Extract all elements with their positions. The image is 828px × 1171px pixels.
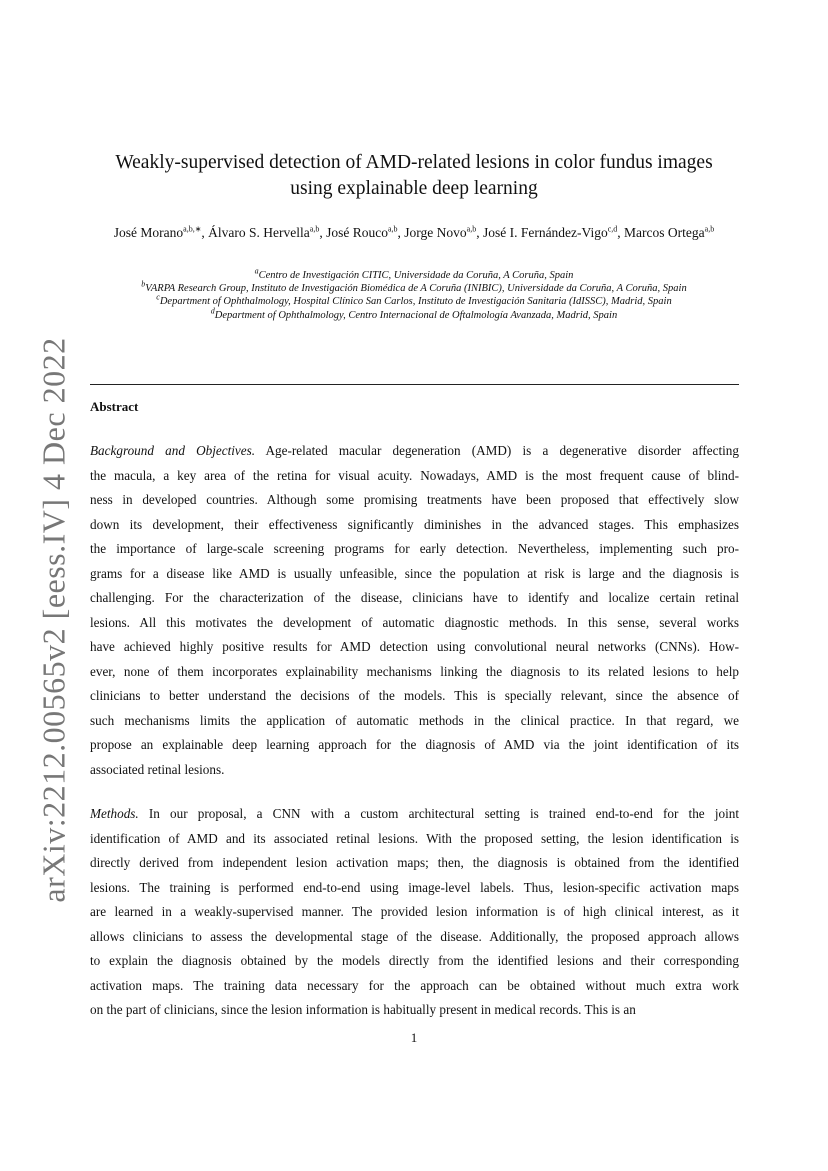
abstract-background-paragraph <box>90 439 739 782</box>
author-name: José I. Fernández-Vigo <box>482 225 608 240</box>
affiliation-text: Department of Ophthalmology, Hospital Clínico San Carlos, Instituto de Investigación Sanitaria (IdISSC), Madrid, Spain <box>159 296 672 308</box>
author-affiliation-mark: a,b <box>466 224 477 234</box>
abstract-line: Background and Objectives. Age-related macular degeneration (AMD) is a degenerative disorder affecting <box>90 443 739 458</box>
section-label: Methods. <box>90 806 139 821</box>
abstract-line: on the part of clinicians, since the lesion information is habitually present in medical records. This is an <box>90 1002 636 1017</box>
abstract-line: directly derived from independent lesion activation maps; then, the diagnosis is obtained from the identified <box>90 855 739 870</box>
author-affiliation-mark: a,b,∗ <box>183 224 202 234</box>
abstract-line: grams for a disease like AMD is usually unfeasible, since the population at risk is large and the diagnosis is <box>90 565 739 581</box>
affiliation-list <box>90 266 738 322</box>
title-line-1: Weakly-supervised detection of AMD-related lesions in color fundus images <box>115 152 713 173</box>
section-label: Background and Objectives. <box>90 443 256 458</box>
abstract-top-rule <box>90 384 739 385</box>
affiliation-mark: a <box>254 266 259 276</box>
abstract-line: the importance of large-scale screening programs for early detection. Nevertheless, implementing such pro- <box>90 541 739 556</box>
abstract-line: the macula, a key area of the retina for visual acuity. Nowadays, AMD is the most frequent cause of blind- <box>90 467 739 483</box>
title-line-2: using explainable deep learning <box>290 178 538 199</box>
affiliation-mark: c <box>156 292 160 302</box>
author-affiliation-mark: c,d <box>607 224 618 234</box>
abstract-line: lesions. The training is performed end-to-end using image-level labels. Thus, lesion-specific activation maps <box>90 879 739 895</box>
abstract-line: to explain the diagnosis obtained by the models directly from the identified lesions and their corresponding <box>90 953 739 968</box>
page-number: 1 <box>410 1030 418 1045</box>
author-affiliation-mark: a,b <box>704 224 715 234</box>
affiliation-mark: b <box>141 279 146 289</box>
affiliation-line <box>90 306 738 322</box>
arxiv-sidebar-stamp: arXiv:2212.00565v2 [eess.IV] 4 Dec 2022 <box>35 337 72 903</box>
abstract-line: ever, none of them incorporates explainability mechanisms linking the diagnosis to its related lesions to help <box>90 663 739 679</box>
abstract-line: activation maps. The training data necessary for the approach can be obtained without much extra work <box>90 977 739 993</box>
abstract-line: such mechanisms limits the application of automatic methods in the clinical practice. In that regard, we <box>90 712 739 728</box>
author-name: José Rouco <box>326 225 388 240</box>
author-name: José Morano <box>113 225 184 240</box>
author-affiliation-mark: a,b <box>387 224 398 234</box>
abstract-line: associated retinal lesions. <box>90 761 225 777</box>
abstract-line: down its development, their effectiveness significantly diminishes in the advanced stages. This emphasizes <box>90 516 739 532</box>
affiliation-line <box>90 266 738 282</box>
author-name: Jorge Novo <box>404 225 467 240</box>
abstract-line: are learned in a weakly-supervised manner. The provided lesion information is of high clinical interest, as it <box>90 904 739 919</box>
affiliation-line <box>90 279 738 295</box>
abstract-methods-paragraph <box>90 802 739 1023</box>
abstract-line: allows clinicians to assess the developmental stage of the disease. Additionally, the proposed approach allows <box>90 928 739 944</box>
affiliation-mark: d <box>210 306 215 316</box>
abstract-line: clinicians to better understand the decisions of the models. This is specially relevant, since the absence of <box>90 688 739 703</box>
affiliation-text: VARPA Research Group, Instituto de Investigación Biomédica de A Coruña (INIBIC), Universidade da Coruña, A Coruña, Spain <box>145 283 687 295</box>
affiliation-text: Department of Ophthalmology, Centro Internacional de Oftalmología Avanzada, Madrid, Spain <box>214 309 618 321</box>
abstract-heading: Abstract <box>90 399 139 414</box>
author-list: José Morano$^{a,b,∗}$, Álvaro S. Hervella$^{a,b}$, José Rouco$^{a,b}$, Jorge Novo$^{a,b}$, José I. Fernández-Vigo$^{c,d}$, Marcos Ortega$^{a,b}$ <box>113 224 715 240</box>
affiliation-text: Centro de Investigación CITIC, Universidade da Coruña, A Coruña, Spain <box>258 270 574 281</box>
paper-title <box>90 150 738 202</box>
author-name: Álvaro S. Hervella <box>208 225 310 240</box>
abstract-line: challenging. For the characterization of the disease, clinicians have to identify and localize certain retinal <box>90 590 739 605</box>
author-affiliation-mark: a,b <box>309 224 320 234</box>
abstract-line: identification of AMD and its associated retinal lesions. With the proposed setting, the lesion identification is <box>90 830 739 846</box>
abstract-line: ness in developed countries. Although some promising treatments have been proposed that effectively slow <box>90 492 739 507</box>
affiliation-line <box>90 292 738 308</box>
abstract-line: propose an explainable deep learning approach for the diagnosis of AMD via the joint identification of its <box>90 737 739 752</box>
abstract-line: have achieved highly positive results for AMD detection using convolutional neural networks (CNNs). How- <box>90 639 739 654</box>
author-name: Marcos Ortega <box>624 225 705 240</box>
abstract-line: lesions. All this motivates the development of automatic diagnostic methods. In this sense, several works <box>90 614 739 630</box>
abstract-line: Methods. In our proposal, a CNN with a custom architectural setting is trained end-to-end for the joint <box>90 806 739 821</box>
